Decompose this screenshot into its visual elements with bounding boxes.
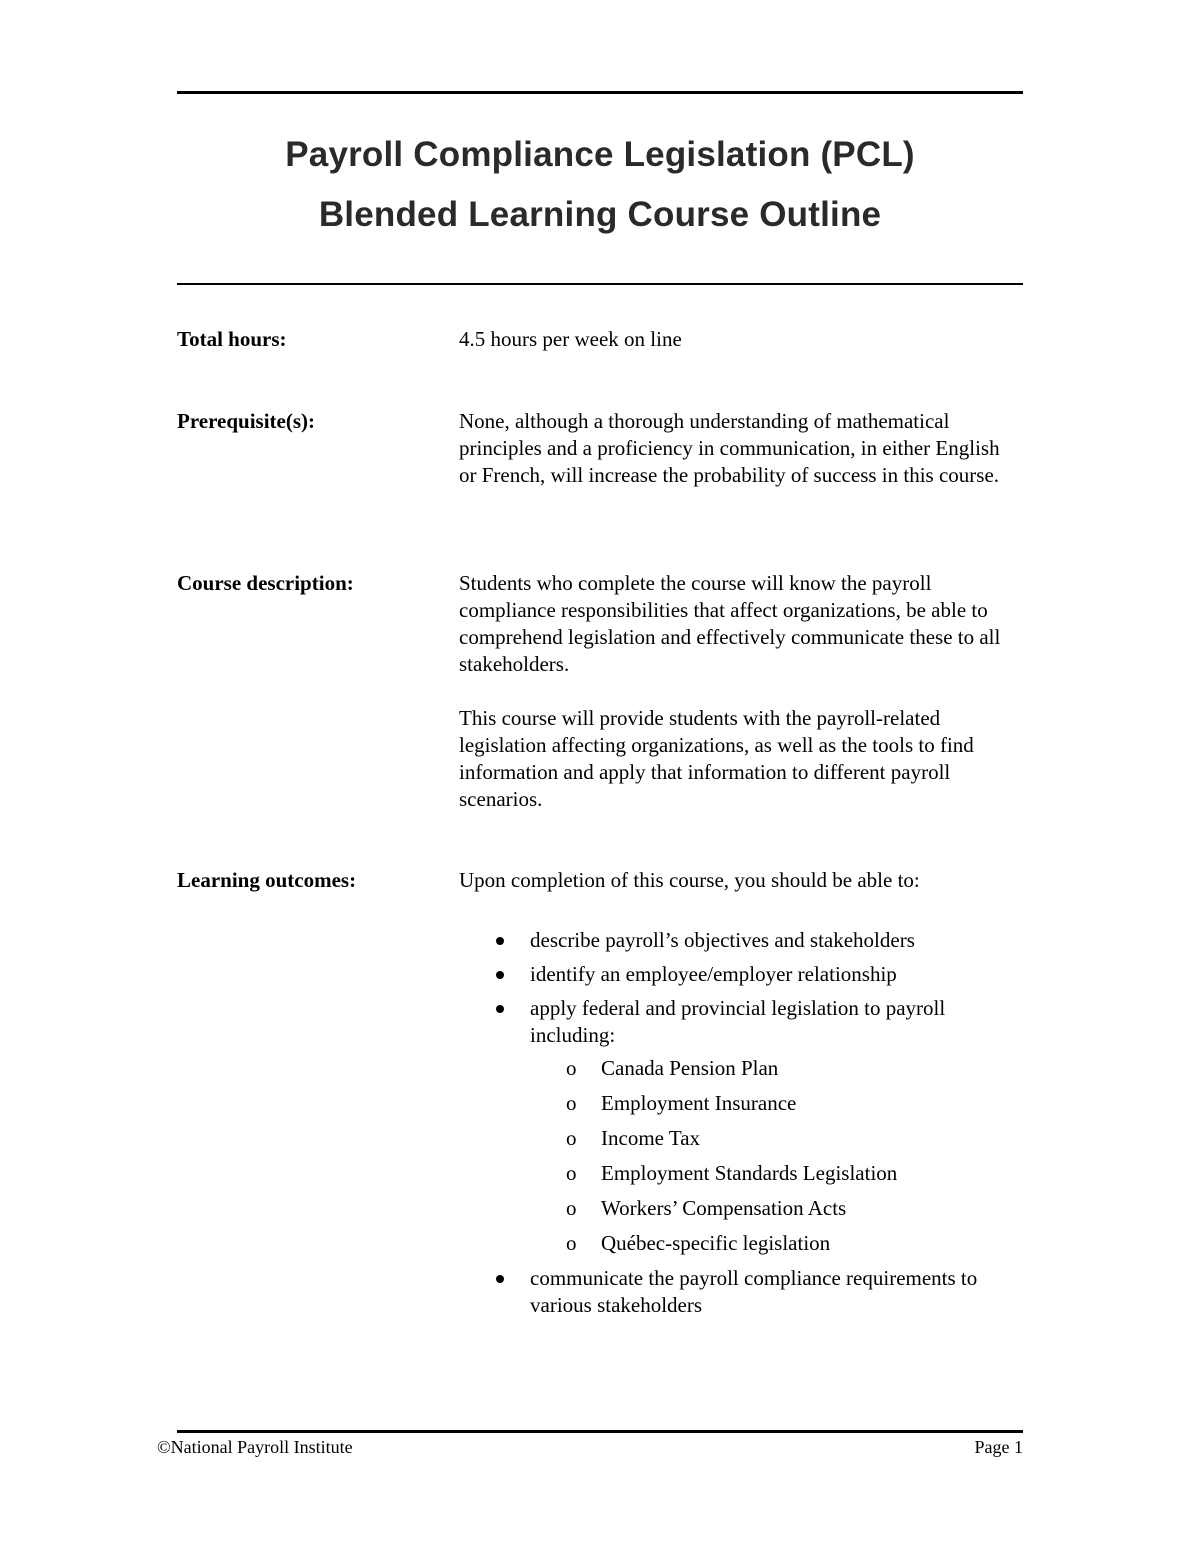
sub-item-text: Employment Standards Legislation <box>601 1161 898 1185</box>
course-description-para-1: Students who complete the course will know the payroll compliance responsibilities that affect organizations, be able to comprehend legislation and effectively communicate these to all stakeholders. <box>459 571 1001 676</box>
bullet-icon <box>496 1275 504 1283</box>
outcome-text: communicate the payroll compliance requirements to various stakeholders <box>530 1266 978 1317</box>
sub-list-item <box>530 1090 1019 1117</box>
sub-bullet-icon: o <box>566 1126 577 1150</box>
outcome-text: describe payroll’s objectives and stakeholders <box>530 928 915 952</box>
bullet-icon <box>496 1005 504 1013</box>
sub-item-text: Employment Insurance <box>601 1091 797 1115</box>
title-bottom-rule <box>177 283 1023 285</box>
learning-outcomes-list <box>459 867 1019 1326</box>
sub-list <box>530 1055 1019 1257</box>
outcome-text: identify an employee/employer relationship <box>530 962 897 986</box>
list-item <box>459 995 1019 1257</box>
sub-bullet-icon: o <box>566 1091 577 1115</box>
bullet-icon <box>496 937 504 945</box>
total-hours-value: 4.5 hours per week on line <box>459 327 682 351</box>
sub-bullet-icon: o <box>566 1196 577 1220</box>
total-hours-label: Total hours: <box>177 327 287 351</box>
outcome-text: apply federal and provincial legislation to payroll including: <box>530 996 946 1047</box>
footer-rule <box>177 1430 1023 1433</box>
prerequisites-value: None, although a thorough understanding of mathematical principles and a proficiency in communication, in either English or French, will increase the probability of success in this course. <box>459 409 1000 487</box>
bullet-icon <box>496 971 504 979</box>
sub-item-text: Income Tax <box>601 1126 701 1150</box>
list-item <box>459 927 1019 954</box>
title-line-1: Payroll Compliance Legislation (PCL) <box>285 135 915 174</box>
list-item <box>459 961 1019 988</box>
sub-bullet-icon: o <box>566 1056 577 1080</box>
sub-list-item <box>530 1055 1019 1082</box>
prerequisites-label: Prerequisite(s): <box>177 409 316 433</box>
sub-bullet-icon: o <box>566 1231 577 1255</box>
course-description-para-2: This course will provide students with the payroll-related legislation affecting organizations, as well as the tools to find information and apply that information to different payroll scenarios. <box>459 706 974 811</box>
title-line-2: Blended Learning Course Outline <box>318 195 882 234</box>
sub-item-text: Canada Pension Plan <box>601 1056 779 1080</box>
course-description-value <box>459 570 1019 813</box>
top-rule <box>177 91 1023 94</box>
sub-item-text: Workers’ Compensation Acts <box>601 1196 847 1220</box>
learning-outcomes-label: Learning outcomes: <box>177 868 357 892</box>
sub-item-text: Québec-specific legislation <box>601 1231 831 1255</box>
sub-list-item <box>530 1195 1019 1222</box>
list-item <box>459 1265 1019 1319</box>
sub-list-item <box>530 1160 1019 1187</box>
footer-page-number: Page 1 <box>974 1437 1023 1457</box>
course-description-label: Course description: <box>177 571 354 595</box>
learning-outcomes-intro: Upon completion of this course, you should be able to: <box>459 868 920 892</box>
sub-list-item <box>530 1125 1019 1152</box>
sub-list-item <box>530 1230 1019 1257</box>
sub-bullet-icon: o <box>566 1161 577 1185</box>
footer-copyright: ©National Payroll Institute <box>157 1437 353 1457</box>
